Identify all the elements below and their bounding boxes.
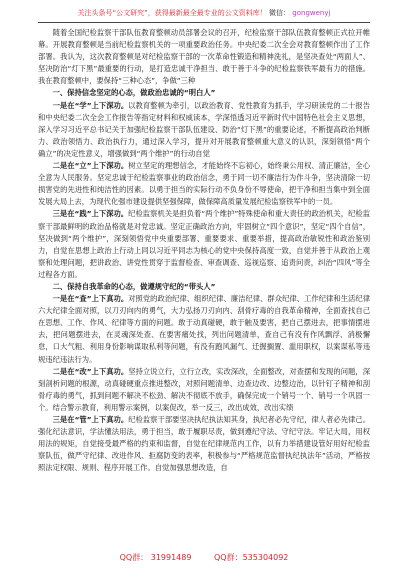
body-paragraph xyxy=(38,100,370,160)
document-body xyxy=(38,27,370,474)
section-heading: 一、保持信念坚定的心态，做政治忠诚的“明白人” xyxy=(52,88,216,98)
body-paragraph xyxy=(38,208,370,281)
footer-qq-group-2: QQ群：535304092 xyxy=(214,553,289,562)
paragraph-text: 随着全国纪检监察干部队伍教育整顿动员部署会议的召开，纪检监察干部队伍教育整顿正式拉开帷幕。开展教育整顿是当前纪检监察机关的一项重要政治任务。中央纪委二次全会对教育整顿作出了工作部署。我认为，这次教育整顿是对纪检监察干部的一次革命性锻造和精神洗礼，是坚决查处“两面人”、坚决防治“灯下黑”最重要的行动，是打造忠诚干净担当、敢于善于斗争的纪检监察铁军最有力的措施。我在教育整顿中，要保持“三种心态”，争做“三种 xyxy=(38,28,370,86)
section-heading: 二、保持自我革命的心态，做遵规守纪的“带头人” xyxy=(52,281,216,291)
paragraph-lead: 二是在“改”上下真功。 xyxy=(52,366,129,376)
body-paragraph xyxy=(38,414,370,474)
banner-promo-text: 关注头条号“公文研究”，获得最新最全最专业的公文资料库！ xyxy=(77,9,267,17)
paragraph-text: 坚持立说立行，立行立改，实改深改，全面整改，对查摆和发现的问题，深刻剖析问题的根源，动真碰硬重点推进整改，对照问题清单、边查边改、边整边治，以针钉子精神和刮骨疗毒的勇气，抓到问题不解决不松劲、解决不彻底不放手，确保完成一个销号一个、销号一个巩固一个。结合警示教育，利用警示案例，以案促改，举一反三，改出成效，改出实绩 xyxy=(38,366,370,412)
paragraph-lead: 二是在“立”上下深功。 xyxy=(52,161,129,171)
body-paragraph xyxy=(38,160,370,208)
paragraph-text: 纪检监察干部要坚决执纪执法知其身，执纪者必先守纪，律人者必先律己。强化纪法意识，学法懂法用法，勇于担当，敢于履职尽责，做到遵纪守法、守纪守法。牢记大局，用权用法的规矩，自觉接受最严格的约束和监督，自觉在纪律规范内工作，以有力举措建设管好用好纪检监察队伍，做严守纪律、改进作风、拒腐防变的表率，积极参与“严格规范监督执纪执法年”活动，严格按照法定权限、规则、程序开展工作。自觉加强思想改造，自 xyxy=(38,415,370,473)
paragraph-text: 以教育整顿为牵引，以政治教育、党性教育为抓手，学习研读党的二十报告和中央纪委二次全会工作报告等指定材料和权威读本，学深悟透习近平新时代中国特色社会主义思想，深入学习习近平总书记关于加强纪检监察干部队伍建设、防治“灯下黑”的重要论述，不断提高政治判断力、政治领悟力、政治执行力，通过深入学习，提升对开展教育整顿重大意义的认识，深刻领悟“两个确立”的决定性意义，增强做到“两个维护”的行动自觉 xyxy=(38,100,370,158)
paragraph-lead: 三是在“管”上下真功。 xyxy=(52,415,129,424)
body-paragraph xyxy=(38,366,370,414)
paragraph-text: 纪检监察机关是担负着“两个维护”特殊使命和重大责任的政治机关，纪检监察干部最鲜明的政治品格就是对党忠诚。坚定正确政治方向，牢固树立“四个意识”，坚定“四个自信”，坚决做到“两个维护”，深刻领悟党中央重要部署、重要要求、重要举措，提高政治敏锐性和政治鉴别力，自觉在思想上政治上行动上同以习近平同志为核心的党中央保持高度一致，自觉并善于从政治上观察和处理问题，把讲政治、讲党性贯穿于监督检查、审查调查、巡视巡察、追责问责，纠治“四风”等全过程各方面。 xyxy=(38,209,371,279)
header-divider xyxy=(38,22,370,23)
body-paragraph xyxy=(38,27,370,87)
banner-wechat-label: 微信： xyxy=(269,9,291,17)
paragraph-text: 对照党的政治纪律、组织纪律、廉洁纪律、群众纪律、工作纪律和生活纪律六大纪律全面对照，以刀刃向内的勇气，大力弘扬刀刃向内、刮骨疗毒的自我革命精神，全面查找自己在思想、工作、作风、纪律等方面的问题。敢于动真碰硬，敢于触及要害，把自己摆进去，把事情摆进去，把问题摆进去，在灵魂深处查、在要害痛处找，列出问题清单，查自己有没有作风飘浮、消极懈怠，口大气粗、利用身份影响谋取私利等问题，有没有跑风漏气、迁握搁置、滥用职权，以案谋私等违规违纪违法行为。 xyxy=(38,294,370,364)
body-paragraph xyxy=(38,293,370,366)
footer-banner xyxy=(0,552,408,563)
paragraph-text: 树立坚定的理想信念，才能始终不忘初心，始终秉公用权、清正廉洁，全心全意为人民服务。坚定忠诚于纪检监察事业的政治信念，勇于同一切不廉洁行为作斗争，坚决清除一切损害党的先进性和纯洁性的因素。以勇于担当的实际行动不负身份不辱使命，把干净和担当集中到全面发展大局上去，为现代化强市建设提供坚强保障，做保障高质量发展纪检监察铁军中的一员。 xyxy=(38,161,370,207)
paragraph-lead: 一是在“学”上下深功。 xyxy=(52,100,129,110)
paragraph-lead: 三是在“践”上下深功。 xyxy=(52,209,129,219)
header-banner xyxy=(0,8,408,18)
banner-wechat-id: gongwenyj xyxy=(292,9,331,17)
footer-qq-group-1: QQ群： 31991489 xyxy=(119,553,192,562)
paragraph-lead: 一是在“查”上下真功。 xyxy=(52,294,129,304)
